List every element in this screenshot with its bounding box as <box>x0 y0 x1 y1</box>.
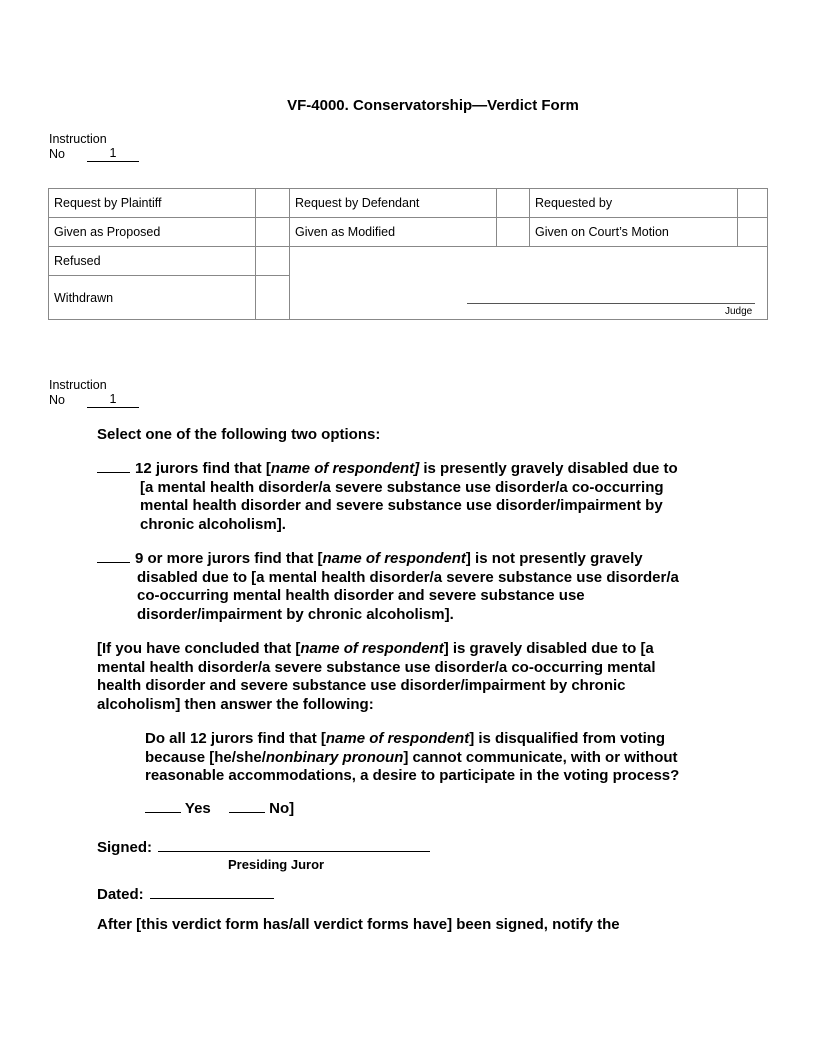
dated-row <box>97 886 274 905</box>
cell-withdrawn: Withdrawn <box>54 290 114 305</box>
cell-refused: Refused <box>54 254 101 268</box>
checkbox-given-as-modified[interactable] <box>497 218 529 246</box>
instruction-no-label: No <box>49 393 65 407</box>
conditional-instruction: [If you have concluded that [name of respondent] is gravely disabled due to [a mental health disorder/a severe substance use disorder/a co-occurring mental health disorder and severe substance use disorder/impairment by chronic alcoholism] then answer the following: <box>97 640 656 713</box>
instruction-no-label: No <box>49 147 65 161</box>
checkbox-given-as-proposed[interactable] <box>256 218 289 246</box>
verdict-option-not-gravely-disabled: 9 or more jurors find that [name of respondent] is not presently gravely disabled due to [a mental health disorder/a severe substance use disorder/a co-occurring mental health disorder and severe substance use disorder/impairment by chronic alcoholism]. <box>97 550 737 624</box>
closing-instruction: After [this verdict form has/all verdict forms have] been signed, notify the <box>97 916 620 933</box>
checkbox-withdrawn[interactable] <box>256 276 289 319</box>
signed-row <box>97 839 430 858</box>
instruction-no-field[interactable]: 1 <box>87 147 139 162</box>
dated-label: Dated: <box>97 886 144 903</box>
instruction-no-field[interactable]: 1 <box>87 393 139 408</box>
checkbox-given-on-courts-motion[interactable] <box>738 218 767 246</box>
option1-check-blank[interactable] <box>97 460 130 473</box>
checkbox-request-by-defendant[interactable] <box>497 189 529 217</box>
cell-request-by-defendant: Request by Defendant <box>295 196 420 210</box>
judge-signature-line[interactable] <box>467 303 755 304</box>
no-label: No] <box>269 800 295 817</box>
page-title: VF-4000. Conservatorship—Verdict Form <box>287 97 579 114</box>
voting-question: Do all 12 jurors find that [name of respondent] is disqualified from voting because [he/she/nonbinary pronoun] cannot communicate, with or without reasonable accommodations, a desire to participate in the voting process? <box>145 730 680 784</box>
no-blank[interactable] <box>229 800 265 813</box>
presiding-juror-label: Presiding Juror <box>228 857 325 872</box>
cell-request-by-plaintiff: Request by Plaintiff <box>54 196 162 210</box>
verdict-option-gravely-disabled: 12 jurors find that [name of respondent] is presently gravely disabled due to [a mental health disorder/a severe substance use disorder/a co-occurring mental health disorder and severe substance use disorder/impairment by chronic alcoholism]. <box>97 460 737 534</box>
judge-label: Judge <box>725 306 753 317</box>
options-intro: Select one of the following two options: <box>97 426 381 443</box>
yes-no-answer <box>145 800 294 819</box>
cell-requested-by: Requested by <box>535 196 613 210</box>
checkbox-refused[interactable] <box>256 247 289 275</box>
instruction-label: Instruction <box>49 378 107 392</box>
presiding-juror-signature-line[interactable] <box>158 839 430 852</box>
cell-given-as-proposed: Given as Proposed <box>54 225 161 239</box>
instruction-disposition-table <box>48 188 768 320</box>
checkbox-request-by-plaintiff[interactable] <box>256 189 289 217</box>
checkbox-requested-by[interactable] <box>738 189 767 217</box>
cell-given-on-courts-motion: Given on Court’s Motion <box>535 225 669 239</box>
instruction-number-block <box>49 132 139 162</box>
date-line[interactable] <box>150 886 274 899</box>
instruction-number-block <box>49 378 139 408</box>
yes-label: Yes <box>184 800 211 817</box>
signed-label: Signed: <box>97 839 152 856</box>
option2-check-blank[interactable] <box>97 550 130 563</box>
instruction-label: Instruction <box>49 132 107 146</box>
cell-given-as-modified: Given as Modified <box>295 225 396 239</box>
yes-blank[interactable] <box>145 800 181 813</box>
